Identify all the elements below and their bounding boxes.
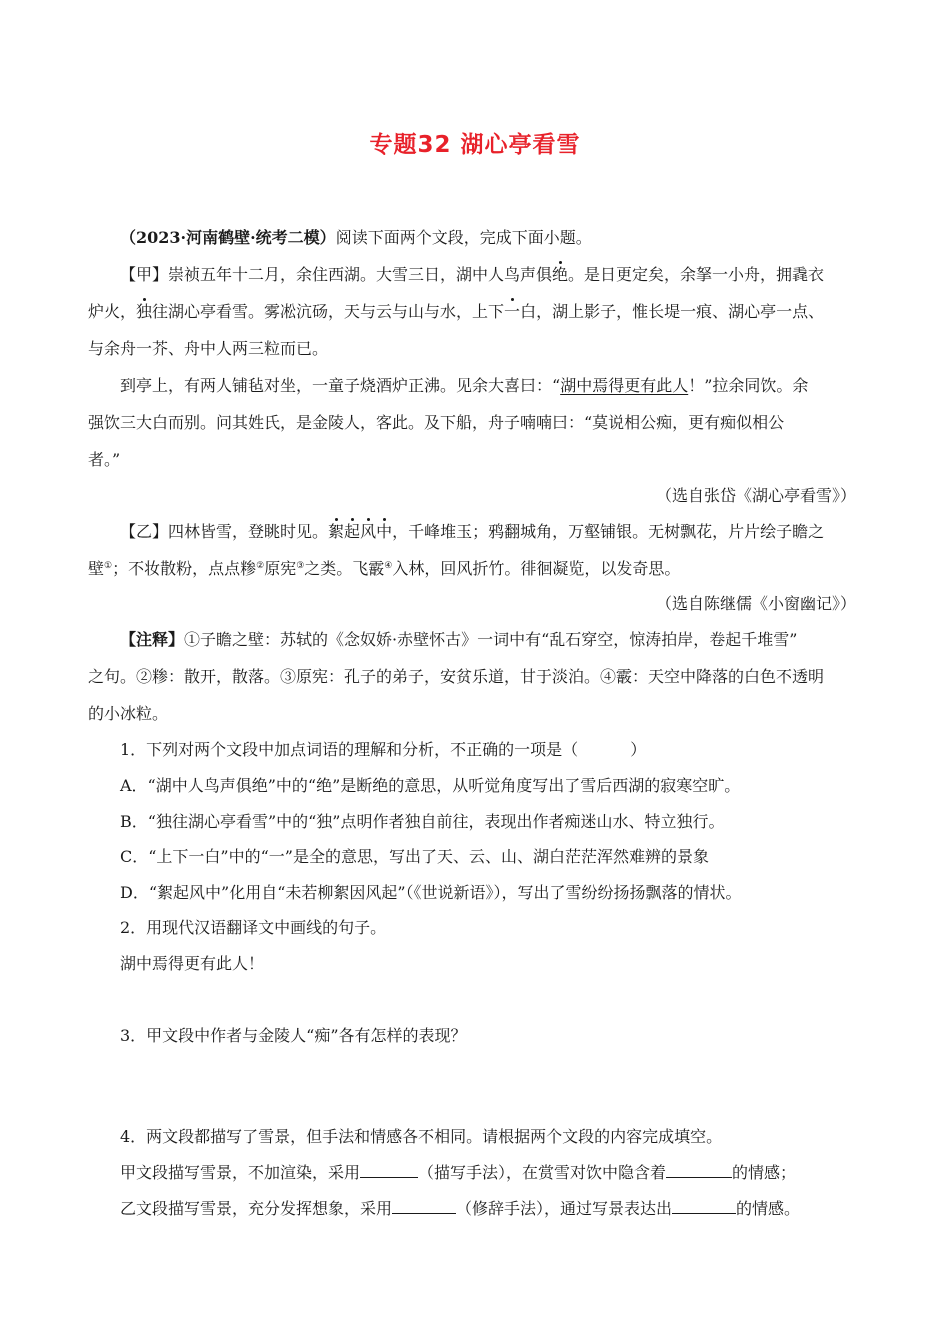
jia-label: 【甲】	[120, 265, 169, 284]
text-span: 往湖心亭看雪。雾凇沆砀，天与云与山与水，上下	[152, 302, 505, 321]
q1-option-a: A．“湖中人鸟声俱绝”中的“绝”是断绝的意思，从听觉角度写出了雪后西湖的寂寒空旷。	[120, 776, 741, 795]
text-span: 1．下列对两个文段中加点词语的理解和分析，不正确的一项是（	[120, 740, 579, 759]
source-tag: （2023·河南鹤壁·统考二模）	[120, 228, 336, 247]
q1-option-c: C．“上下一白”中的“一”是全的意思，写出了天、云、山、湖白茫茫浑然难辨的景象	[120, 847, 709, 866]
jia-line-3: 与余舟一芥、舟中人两三粒而已。	[88, 339, 329, 358]
question-2-stem: 2．用现代汉语翻译文中画线的句子。	[120, 918, 387, 937]
text-span: 四林皆雪，登眺时见。	[168, 522, 329, 541]
page-title: 专题32 湖心亭看雪	[369, 132, 581, 158]
dotted-char: 风	[360, 522, 377, 541]
dotted-char: 絮	[328, 522, 345, 541]
jia-line-2	[88, 302, 863, 322]
yi-line-1	[120, 522, 863, 542]
text-span: 。是日更定矣，余拏一小舟，拥毳衣	[568, 265, 825, 284]
dotted-char: 一	[504, 302, 521, 321]
yi-source: （选自陈继儒《小窗幽记》）	[655, 594, 856, 613]
question-4-fill-1	[120, 1163, 863, 1183]
notes-line-2: 之句。②糁：散开，散落。③原宪：孔子的弟子，安贫乐道，甘于淡泊。④霰：天空中降落的白色不透明	[88, 667, 825, 686]
text-span: 的情感；	[732, 1163, 797, 1182]
question-1-stem	[120, 740, 863, 760]
question-3-stem: 3．甲文段中作者与金陵人“痴”各有怎样的表现？	[120, 1026, 467, 1045]
text-span: 之类。飞霰	[304, 559, 385, 578]
footnote-mark: ③	[296, 561, 305, 571]
text-span: 入林，回风折竹。徘徊凝览，以发奇思。	[392, 559, 681, 578]
notes-line-3: 的小冰粒。	[88, 704, 169, 723]
text-span: （修辞手法），通过写景表达出	[456, 1199, 673, 1218]
yi-label: 【乙】	[120, 522, 169, 541]
underlined-sentence: 湖中焉得更有此人	[560, 376, 689, 395]
dotted-char: 绝	[552, 265, 569, 284]
text-span: 崇祯五年十二月，余住西湖。大雪三日，湖中人鸟声俱	[168, 265, 553, 284]
jia-para2-line-3: 者。”	[88, 450, 121, 469]
intro-text: 阅读下面两个文段，完成下面小题。	[335, 228, 592, 247]
footnote-mark: ④	[384, 561, 393, 571]
text-span: （描写手法），在赏雪对饮中隐含着	[418, 1163, 667, 1182]
notes-line-1	[120, 630, 863, 650]
text-span: 炉火，	[88, 302, 137, 321]
footnote-mark: ②	[256, 561, 265, 571]
question-4-fill-2	[120, 1199, 863, 1219]
text-span: ；不妆散粉，点点糁	[112, 559, 257, 578]
text-span: ①子瞻之壁：苏轼的《念奴娇·赤壁怀古》一词中有“乱石穿空，惊涛拍岸，卷起千堆雪”	[184, 630, 798, 649]
jia-para2-line-2: 强饮三大白而别。问其姓氏，是金陵人，客此。及下船，舟子喃喃曰：“莫说相公痴，更有痴似相公	[88, 413, 785, 432]
jia-source: （选自张岱《湖心亭看雪》）	[655, 486, 856, 505]
notes-label: 【注释】	[120, 630, 185, 649]
text-span: ，千峰堆玉；鸦翻城角，万壑铺银。无树飘花，片片绘子瞻之	[392, 522, 825, 541]
fill-blank[interactable]	[360, 1163, 418, 1178]
question-2-sentence: 湖中焉得更有此人！	[120, 954, 265, 973]
text-span: 到亭上，有两人铺毡对坐，一童子烧酒炉正沸。见余大喜曰：“	[120, 376, 561, 395]
footnote-mark: ①	[104, 561, 113, 571]
text-span: ！”拉余同饮。余	[688, 376, 809, 395]
fill-blank[interactable]	[672, 1199, 736, 1214]
q1-option-b: B．“独往湖心亭看雪”中的“独”点明作者独自前往，表现出作者痴迷山水、特立独行。	[120, 812, 725, 831]
text-span: 壁	[88, 559, 105, 578]
fill-blank[interactable]	[392, 1199, 456, 1214]
dotted-char: 中	[376, 522, 393, 541]
jia-line-1	[120, 265, 863, 285]
text-span: 乙文段描写雪景，充分发挥想象，采用	[120, 1199, 393, 1218]
text-span: 原宪	[264, 559, 297, 578]
q1-option-d: D．“絮起风中”化用自“未若柳絮因风起”（《世说新语》），写出了雪纷纷扬扬飘落的情状。	[120, 883, 742, 902]
text-span: 的情感。	[736, 1199, 801, 1218]
intro-line	[120, 228, 863, 248]
fill-blank[interactable]	[666, 1163, 732, 1178]
question-4-stem: 4．两文段都描写了雪景，但手法和情感各不相同。请根据两个文段的内容完成填空。	[120, 1127, 723, 1146]
text-span: ）	[630, 740, 647, 759]
yi-line-2	[88, 559, 863, 579]
jia-para2-line-1	[120, 376, 863, 396]
text-span: 白，湖上影子，惟长堤一痕、湖心亭一点、	[520, 302, 825, 321]
dotted-char: 独	[136, 302, 153, 321]
dotted-char: 起	[344, 522, 361, 541]
text-span: 甲文段描写雪景，不加渲染，采用	[120, 1163, 361, 1182]
